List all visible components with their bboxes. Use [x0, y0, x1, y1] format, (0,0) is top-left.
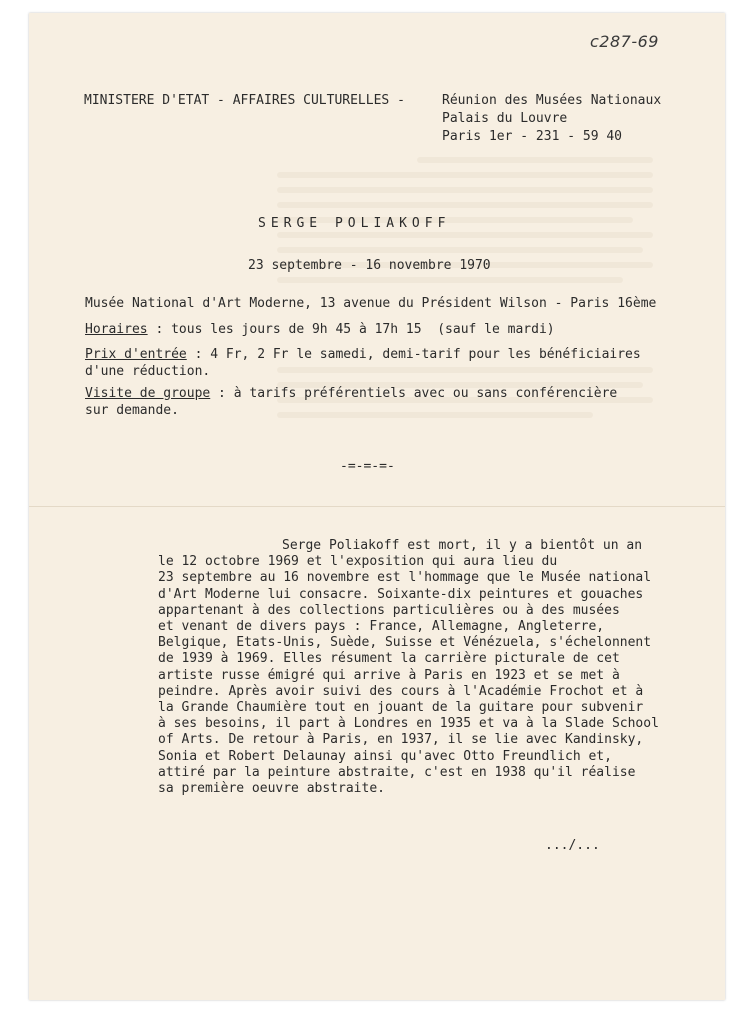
- body-line: 23 septembre au 16 novembre est l'hommage que le Musée national: [158, 570, 652, 586]
- body-line: de 1939 à 1969. Elles résument la carrière picturale de cet: [158, 651, 620, 667]
- org-phone: Paris 1er - 231 - 59 40: [442, 129, 623, 144]
- body-line: sa première oeuvre abstraite.: [158, 781, 385, 797]
- body-line: artiste russe émigré qui arrive à Paris en 1923 et se met à: [158, 667, 620, 683]
- body-line: attiré par la peinture abstraite, c'est en 1938 qu'il réalise: [158, 764, 636, 780]
- price-label: Prix d'entrée: [85, 347, 187, 362]
- group-line-2: sur demande.: [85, 403, 179, 418]
- body-line: Sonia et Robert Delaunay ainsi qu'avec Otto Freundlich et,: [158, 748, 612, 764]
- venue-address: Musée National d'Art Moderne, 13 avenue du Président Wilson - Paris 16ème: [85, 296, 657, 311]
- price-text: : 4 Fr, 2 Fr le samedi, demi-tarif pour les bénéficiaires: [186, 347, 641, 362]
- body-line: d'Art Moderne lui consacre. Soixante-dix peintures et gouaches: [158, 586, 644, 602]
- archive-reference: c287-69: [590, 32, 659, 51]
- group-label: Visite de groupe: [85, 386, 211, 401]
- hours-label: Horaires: [85, 322, 148, 337]
- body-line: of Arts. De retour à Paris, en 1937, il se lie avec Kandinsky,: [158, 732, 644, 748]
- ministry-header: MINISTERE D'ETAT - AFFAIRES CULTURELLES -: [84, 93, 405, 108]
- body-line: la Grande Chaumière tout en jouant de la guitare pour subvenir: [158, 700, 644, 716]
- paper-fold-line: [29, 506, 725, 507]
- exhibition-dates: 23 septembre - 16 novembre 1970: [248, 258, 491, 273]
- body-paragraph: [158, 538, 659, 797]
- body-line: appartenant à des collections particulières ou à des musées: [158, 602, 620, 618]
- body-line: le 12 octobre 1969 et l'exposition qui aura lieu du: [158, 554, 558, 570]
- hours-text: : tous les jours de 9h 45 à 17h 15 (sauf le mardi): [147, 322, 555, 337]
- org-name: Réunion des Musées Nationaux: [442, 93, 662, 108]
- group-line: [85, 386, 617, 401]
- body-line: Serge Poliakoff est mort, il y a bientôt un an: [282, 538, 643, 553]
- price-line-2: d'une réduction.: [85, 364, 211, 379]
- hours-line: [85, 322, 555, 337]
- body-line: Belgique, Etats-Unis, Suède, Suisse et Vénézuela, s'échelonnent: [158, 635, 652, 651]
- body-line: et venant de divers pays : France, Allemagne, Angleterre,: [158, 619, 605, 635]
- group-text: : à tarifs préférentiels avec ou sans conférencière: [210, 386, 618, 401]
- body-line: à ses besoins, il part à Londres en 1935 et va à la Slade School: [158, 716, 659, 732]
- price-line: [85, 347, 641, 362]
- body-line: peindre. Après avoir suivi des cours à l'Académie Frochot et à: [158, 683, 644, 699]
- exhibition-title: SERGE POLIAKOFF: [258, 216, 451, 231]
- continuation-mark: .../...: [545, 838, 600, 853]
- org-address: Palais du Louvre: [442, 111, 568, 126]
- section-separator: -=-=-=-: [340, 459, 395, 474]
